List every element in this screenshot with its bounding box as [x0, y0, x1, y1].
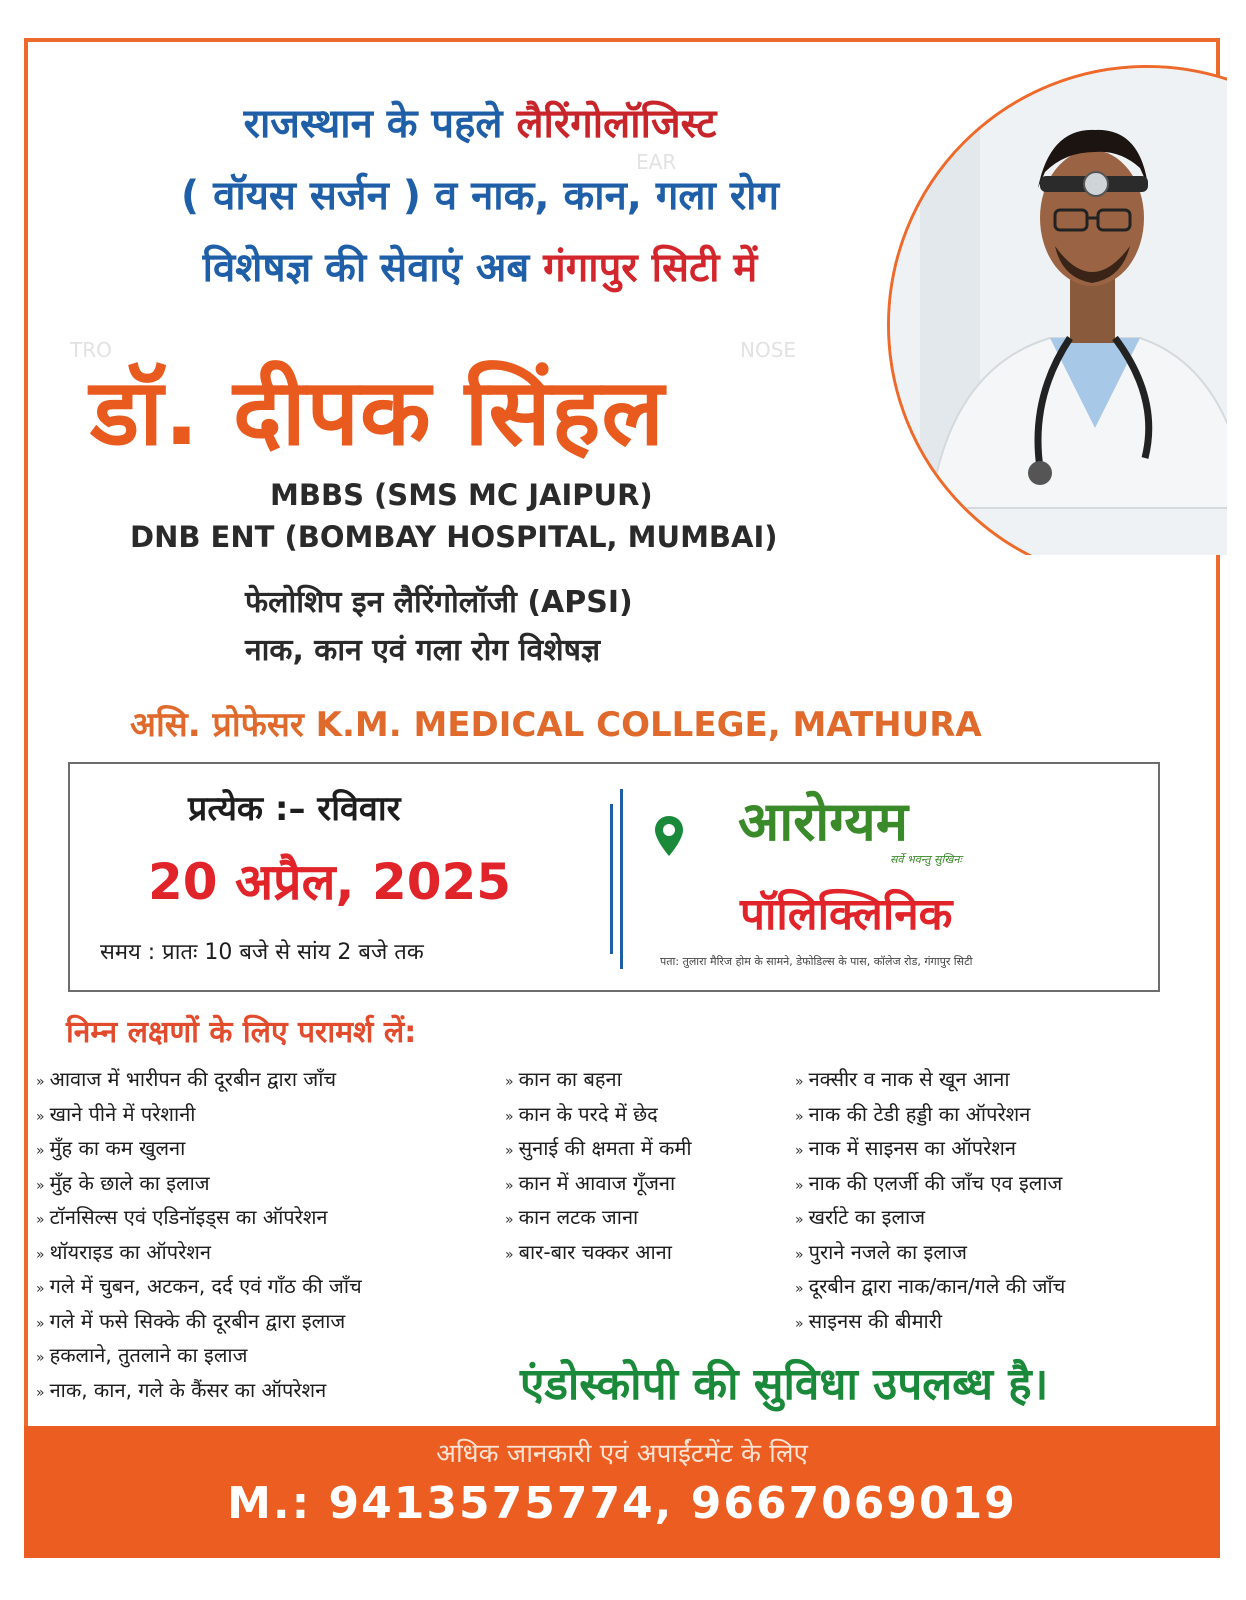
symptom-text: कान का बहना: [518, 1067, 622, 1091]
symptom-text: नाक की एलर्जी की जाँच एव इलाज: [808, 1170, 1063, 1195]
symptom-item: [36, 1304, 362, 1339]
symptom-text: टॉनसिल्स एवं एडिनॉइड्स का ऑपरेशन: [49, 1205, 328, 1229]
bullet-arrow-icon: »: [795, 1074, 801, 1090]
symptom-text: कान में आवाज गूँजना: [518, 1170, 676, 1195]
footer-subtitle: अधिक जानकारी एवं अपाईंटमेंट के लिए: [436, 1439, 808, 1469]
watermark-throat: TRO: [70, 338, 112, 362]
bullet-arrow-icon: »: [795, 1108, 801, 1125]
symptom-text: सुनाई की क्षमता में कमी: [518, 1136, 692, 1160]
headline-text: राजस्थान के पहले: [243, 101, 517, 147]
symptom-item: [795, 1304, 1065, 1339]
footer-phone: M.: 9413575774, 9667069019: [227, 1478, 1017, 1529]
symptom-text: मुँह का कम खुलना: [49, 1136, 186, 1160]
bullet-arrow-icon: »: [36, 1384, 42, 1401]
watermark-nose: NOSE: [740, 338, 797, 362]
symptom-item: [36, 1235, 362, 1270]
photo-circle: [887, 65, 1227, 555]
bullet-arrow-icon: »: [36, 1177, 42, 1194]
symptom-item: [505, 1062, 692, 1097]
doctor-photo: [887, 45, 1227, 555]
professor-line: असि. प्रोफेसर K.M. MEDICAL COLLEGE, MATHURA: [130, 705, 982, 745]
symptom-text: साइनस की बीमारी: [808, 1308, 943, 1333]
doctor-illustration: [890, 68, 1227, 555]
divider: [620, 789, 623, 969]
bullet-arrow-icon: »: [36, 1143, 42, 1159]
headline-line-1: [60, 100, 900, 148]
symptom-item: [36, 1166, 362, 1201]
symptom-text: पुराने नजले का इलाज: [808, 1239, 967, 1264]
location-pin-icon: [655, 816, 683, 860]
bullet-arrow-icon: »: [505, 1074, 511, 1090]
symptom-text: गले में फसे सिक्के की दूरबीन द्वारा इलाज: [49, 1308, 346, 1333]
endoscopy-notice: एंडोस्कोपी की सुविधा उपलब्ध है।: [520, 1359, 1049, 1410]
symptom-item: [795, 1062, 1065, 1097]
symptoms-column-nose: [795, 1062, 1065, 1338]
bullet-arrow-icon: »: [36, 1350, 42, 1366]
bullet-arrow-icon: »: [795, 1246, 801, 1263]
clinic-tagline: सर्वे भवन्तु सुखिनः: [890, 853, 962, 866]
symptom-item: [795, 1200, 1065, 1235]
headline-highlight: गंगापुर सिटी में: [543, 245, 758, 291]
symptom-item: [36, 1131, 362, 1166]
bullet-arrow-icon: »: [505, 1212, 511, 1228]
bullet-arrow-icon: »: [505, 1143, 511, 1159]
headline-line-3: [60, 244, 900, 292]
symptom-item: [795, 1166, 1065, 1201]
symptom-item: [505, 1200, 692, 1235]
qualification-mbbs: MBBS (SMS MC JAIPUR): [270, 478, 653, 512]
symptom-text: कान के परदे में छेद: [518, 1101, 658, 1126]
symptoms-column-throat: [36, 1062, 362, 1407]
bullet-arrow-icon: »: [36, 1212, 42, 1228]
bullet-arrow-icon: »: [505, 1246, 511, 1263]
symptom-text: बार-बार चक्कर आना: [518, 1239, 672, 1264]
bullet-arrow-icon: »: [36, 1315, 42, 1332]
symptom-text: नाक की टेडी हड्डी का ऑपरेशन: [808, 1101, 1031, 1126]
qualification-dnb: DNB ENT (BOMBAY HOSPITAL, MUMBAI): [130, 520, 778, 554]
symptom-item: [795, 1097, 1065, 1132]
symptom-text: कान लटक जाना: [518, 1205, 639, 1229]
schedule-day: प्रत्येक :– रविवार: [188, 789, 401, 829]
qualification-fellowship: फेलोशिप इन लैरिंगोलॉजी (APSI): [245, 585, 633, 620]
symptom-text: मुँह के छाले का इलाज: [49, 1170, 210, 1195]
bullet-arrow-icon: »: [795, 1281, 801, 1297]
symptom-item: [795, 1269, 1065, 1304]
symptom-item: [36, 1062, 362, 1097]
bullet-arrow-icon: »: [36, 1108, 42, 1125]
symptom-text: खर्राटे का इलाज: [808, 1205, 926, 1229]
headline-text: विशेषज्ञ की सेवाएं अब: [202, 245, 544, 291]
symptom-item: [795, 1131, 1065, 1166]
symptom-text: गले में चुबन, अटकन, दर्द एवं गाँठ की जाँच: [49, 1274, 362, 1298]
symptom-item: [36, 1373, 362, 1408]
bullet-arrow-icon: »: [36, 1246, 42, 1263]
symptoms-title: निम्न लक्षणों के लिए परामर्श लें:: [66, 1015, 417, 1050]
clinic-logo-name: आरोग्यम: [738, 790, 909, 853]
schedule-box: [68, 762, 1160, 992]
symptom-item: [36, 1269, 362, 1304]
schedule-time: समय : प्रातः 10 बजे से सांय 2 बजे तक: [100, 940, 424, 965]
symptom-item: [795, 1235, 1065, 1270]
bullet-arrow-icon: »: [36, 1074, 42, 1090]
bullet-arrow-icon: »: [795, 1315, 801, 1332]
footer-bar: [24, 1426, 1220, 1558]
symptom-text: नाक, कान, गले के कैंसर का ऑपरेशन: [49, 1377, 327, 1402]
qualification-specialist: नाक, कान एवं गला रोग विशेषज्ञ: [245, 633, 601, 668]
clinic-address: पता: तुलारा मैरिज होम के सामने, डेफोडिल्स के पास, कॉलेज रोड, गंगापुर सिटी: [660, 955, 973, 968]
symptom-text: नक्सीर व नाक से खून आना: [808, 1067, 1010, 1091]
watermark-ear: EAR: [636, 150, 677, 174]
symptom-item: [505, 1166, 692, 1201]
headline-highlight: लैरिंगोलॉजिस्ट: [516, 101, 717, 147]
bullet-arrow-icon: »: [36, 1281, 42, 1297]
bullet-arrow-icon: »: [795, 1177, 801, 1194]
schedule-date: 20 अप्रैल, 2025: [148, 853, 512, 911]
symptom-text: हकलाने, तुतलाने का इलाज: [49, 1343, 248, 1367]
headline-text: ( वॉयस सर्जन ) व नाक, कान, गला रोग: [180, 173, 780, 219]
symptom-text: खाने पीने में परेशानी: [49, 1101, 196, 1126]
symptom-text: दूरबीन द्वारा नाक/कान/गले की जाँच: [808, 1274, 1066, 1298]
divider: [610, 804, 613, 954]
symptom-text: थॉयराइड का ऑपरेशन: [49, 1239, 211, 1264]
clinic-type: पॉलिक्लिनिक: [740, 889, 953, 940]
symptom-item: [505, 1131, 692, 1166]
symptom-text: नाक में साइनस का ऑपरेशन: [808, 1136, 1016, 1160]
symptom-text: आवाज में भारीपन की दूरबीन द्वारा जाँच: [49, 1067, 337, 1091]
symptom-item: [36, 1200, 362, 1235]
headline-line-2: [60, 172, 900, 220]
symptom-item: [36, 1097, 362, 1132]
bullet-arrow-icon: »: [795, 1143, 801, 1159]
doctor-name: डॉ. दीपक सिंहल: [90, 359, 665, 466]
symptom-item: [36, 1338, 362, 1373]
symptom-item: [505, 1235, 692, 1270]
symptoms-column-ear: [505, 1062, 692, 1269]
bullet-arrow-icon: »: [505, 1108, 511, 1125]
bullet-arrow-icon: »: [505, 1177, 511, 1194]
bullet-arrow-icon: »: [795, 1212, 801, 1228]
symptom-item: [505, 1097, 692, 1132]
